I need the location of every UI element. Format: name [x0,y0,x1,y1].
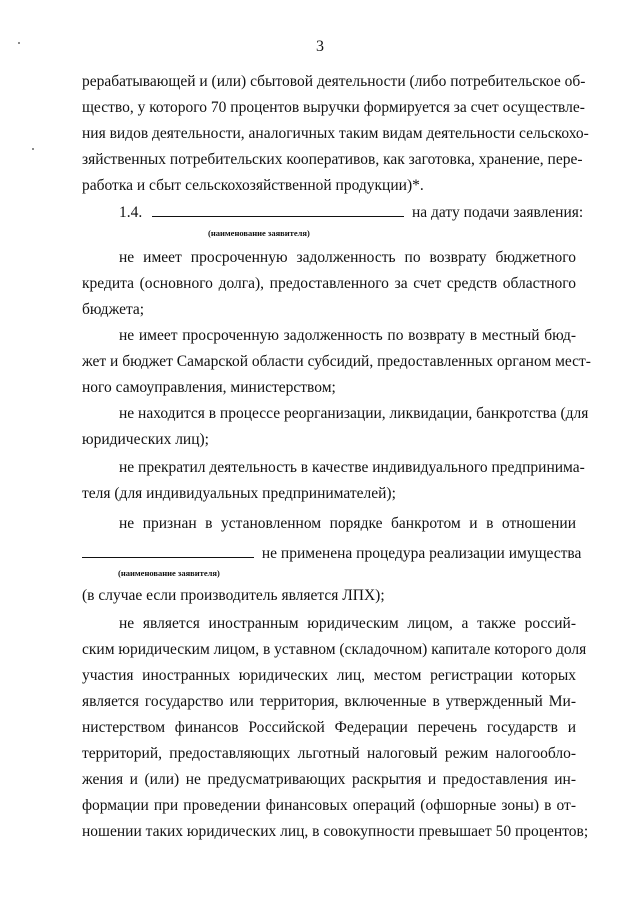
text-line: территорий, предоставляющих льготный налоговый режим налогообло- [82,745,576,762]
text-line: юридических лиц); [82,431,209,448]
text-line: бюджета; [82,301,145,318]
text-line: ния видов деятельности, аналогичных таким видам деятельности сельскохо- [82,125,589,142]
text-line: щество, у которого 70 процентов выручки формируется за счет осуществле- [82,99,585,116]
text-line: нистерством финансов Российской Федерации перечень государств и [82,719,576,736]
text-line: не признан в установленном порядке банкротом и в отношении [119,515,576,532]
applicant-caption-2: (наименование заявителя) [118,568,220,578]
item-number: 1.4. [119,204,143,221]
text-line: ношении таких юридических лиц, в совокупности превышает 50 процентов; [82,823,589,840]
text-line: рерабатывающей и (или) сбытовой деятельности (либо потребительское об- [82,73,586,90]
applicant-name-blank [152,202,404,217]
text-line: не имеет просроченную задолженность по возврату бюджетного [119,249,576,266]
text-line: (в случае если производитель является ЛПХ); [82,587,385,604]
text-line: жет и бюджет Самарской области субсидий, предоставленных органом мест- [82,353,591,370]
text-line: жения и (или) не предусматривающих раскрытия и предоставления ин- [82,771,576,788]
text-line: является государство или территория, включенные в утвержденный Ми- [82,693,576,710]
scan-speck [32,148,34,150]
text-line: участия иностранных юридических лиц, местом регистрации которых [82,667,576,684]
text-line: не является иностранным юридическим лицом, а также россий- [119,615,576,632]
item-1-4-line [119,202,584,223]
applicant-caption: (наименование заявителя) [208,228,310,238]
text-line: кредита (основного долга), предоставленного за счет средств областного [82,275,576,292]
text-line: ским юридическим лицом, в уставном (складочном) капитале которого доля [82,641,587,658]
text-line: ного самоуправления, министерством; [82,379,336,396]
applicant-name-blank-2 [82,543,254,558]
page-number: 3 [316,38,324,55]
text-line: не имеет просроченную задолженность по возврату в местный бюд- [119,327,576,344]
text-line: работка и сбыт сельскохозяйственной продукции)*. [82,177,424,194]
text-line: формации при проведении финансовых операций (офшорные зоны) в от- [82,797,576,814]
text-line: зяйственных потребительских кооперативов, как заготовка, хранение, пере- [82,151,583,168]
text-line: не находится в процессе реорганизации, ликвидации, банкротства (для [119,405,589,422]
text-fragment: не применена процедура реализации имущества [261,545,582,562]
item-suffix: на дату подачи заявления: [412,204,584,221]
text-line-with-blank [82,543,582,564]
text-line: теля (для индивидуальных предпринимателей); [82,485,396,502]
text-line: не прекратил деятельность в качестве индивидуального предпринима- [119,459,585,476]
